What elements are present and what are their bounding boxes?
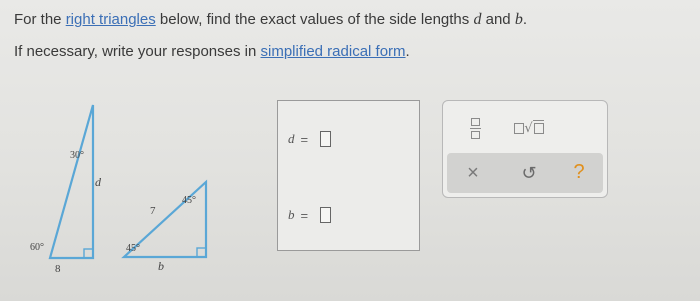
help-button[interactable]: ?	[573, 160, 585, 183]
triangle1-base: 8	[55, 263, 61, 275]
right-triangles-link[interactable]: right triangles	[65, 11, 156, 28]
radical-radicand-box	[534, 123, 544, 134]
toolbar-bottom-row	[447, 153, 603, 193]
instruction-text: below, find the exact values of the side lengths	[155, 11, 474, 28]
answer-b-label: b	[288, 207, 295, 222]
toolbar-top-row	[443, 101, 607, 151]
radical-sign: √	[524, 120, 533, 136]
answer-d-input[interactable]	[320, 131, 331, 147]
answer-d-equals: =	[300, 131, 309, 147]
instruction-text: and	[481, 11, 515, 28]
instruction-line-1	[14, 10, 527, 30]
triangle2-hypotenuse: 7	[150, 205, 156, 217]
instruction-text: .	[522, 11, 527, 28]
clear-button[interactable]: ×	[467, 161, 479, 184]
answer-b-input[interactable]	[320, 207, 331, 223]
answer-d-label: d	[288, 131, 295, 146]
answer-panel	[277, 100, 420, 251]
instruction-line-2	[14, 42, 527, 62]
triangle2-top-angle: 45°	[182, 195, 196, 206]
simplified-radical-form-link[interactable]: simplified radical form	[260, 43, 406, 60]
math-toolbar	[442, 100, 608, 198]
instruction-text: For the	[14, 11, 66, 28]
instruction-text: .	[405, 43, 410, 60]
radical-icon[interactable]	[509, 117, 549, 139]
fraction-bar	[470, 128, 481, 129]
triangle-45-45-90	[124, 182, 206, 273]
instructions	[14, 10, 527, 74]
triangle1-side-d: d	[95, 175, 101, 189]
fraction-numerator-box	[471, 118, 480, 126]
variable-d: d	[473, 11, 482, 28]
variable-b: b	[514, 11, 523, 28]
triangle2-outline	[124, 182, 206, 257]
radical-radicand	[533, 120, 544, 136]
answer-b-equals: =	[300, 207, 309, 223]
radical-coefficient-box	[514, 123, 524, 134]
answer-row-d	[288, 131, 331, 147]
triangle2-base-b: b	[158, 259, 164, 273]
triangle2-right-angle-mark	[197, 248, 206, 257]
triangle1-top-angle: 30°	[70, 150, 84, 161]
triangle-30-60-90	[30, 105, 102, 275]
instruction-text: If necessary, write your responses in	[14, 43, 261, 60]
triangle2-bottom-angle: 45°	[126, 243, 140, 254]
fraction-icon[interactable]	[463, 117, 487, 139]
answer-row-b	[288, 207, 331, 223]
triangle1-outline	[50, 105, 93, 258]
fraction-denominator-box	[471, 131, 480, 139]
undo-button[interactable]: ↺	[521, 162, 537, 183]
triangle1-right-angle-mark	[84, 249, 93, 258]
triangle1-bottom-angle: 60°	[30, 242, 44, 253]
